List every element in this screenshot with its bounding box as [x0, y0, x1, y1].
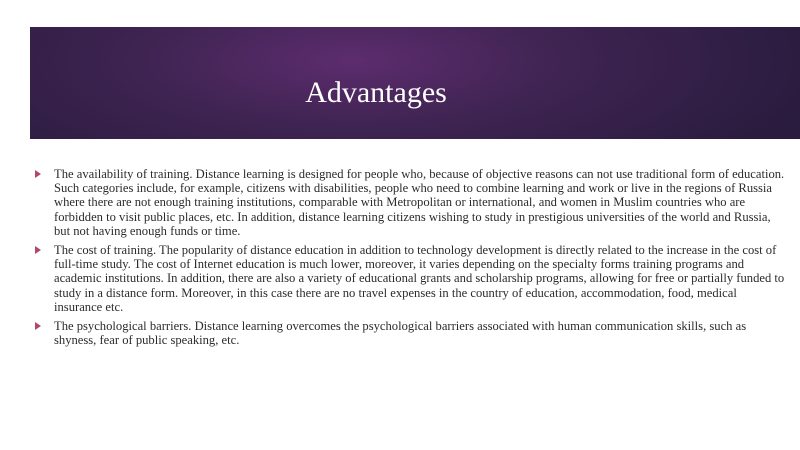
bullet-text: The cost of training. The popularity of distance education in addition to technology development is directly related to the increase in the cost of full-time study. The cost of Internet education is much lower, moreover, it varies depending on the specialty forms training programs and academic institutions. In addition, there are also a variety of educational grants and scholarship programs, allowing for free or partially funded to study in a distance form. Moreover, in this case there are no travel expenses in the country of education, accommodation, food, medical insurance etc. — [54, 243, 785, 314]
slide-title: Advantages — [305, 76, 447, 109]
bullet-item-availability — [34, 167, 786, 238]
bullet-list — [34, 167, 786, 352]
triangle-bullet-icon — [35, 170, 41, 178]
triangle-bullet-icon — [35, 322, 41, 330]
bullet-text: The availability of training. Distance learning is designed for people who, because of objective reasons can not use traditional form of education. Such categories include, for example, citizens with disabilities, people who need to combine learning and work or live in the regions of Russia where there are not enough training institutions, comparable with Metropolitan or international, and women in Muslim countries who are forbidden to visit public places, etc. In addition, distance learning citizens wishing to study in prestigious universities of the world and Russia, but not having enough funds or time. — [54, 167, 785, 238]
bullet-item-psychological — [34, 319, 786, 347]
triangle-bullet-icon — [35, 246, 41, 254]
bullet-item-cost — [34, 243, 786, 314]
bullet-text: The psychological barriers. Distance learning overcomes the psychological barriers associated with human communication skills, such as shyness, fear of public speaking, etc. — [54, 319, 747, 348]
